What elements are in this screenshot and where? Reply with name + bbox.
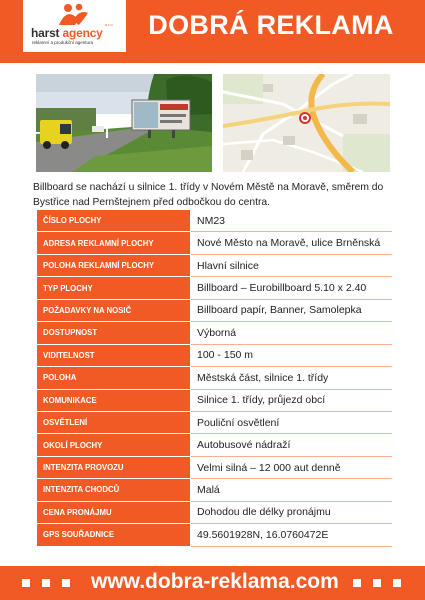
square-bullet-icon <box>22 579 30 587</box>
header-bar <box>0 0 425 63</box>
website-link[interactable]: www.dobra-reklama.com <box>91 570 339 593</box>
square-bullet-icon <box>42 579 50 587</box>
table-row <box>37 367 392 389</box>
row-value: Pouliční osvětlení <box>191 411 392 433</box>
row-value: 49.5601928N, 16.0760472E <box>191 524 392 546</box>
logo-suffix: s.r.o. <box>105 22 114 27</box>
row-label: KOMUNIKACE <box>37 389 191 411</box>
billboard-photo <box>36 74 212 172</box>
table-row <box>37 254 392 276</box>
table-row <box>37 434 392 456</box>
row-value: Výborná <box>191 322 392 344</box>
row-label: TYP PLOCHY <box>37 277 191 299</box>
table-row <box>37 210 392 232</box>
table-row <box>37 344 392 366</box>
location-map <box>223 74 390 172</box>
row-value: Silnice 1. třídy, průjezd obcí <box>191 389 392 411</box>
table-row <box>37 322 392 344</box>
map-pin-icon <box>300 113 310 123</box>
row-label: OSVĚTLENÍ <box>37 411 191 433</box>
page-title: DOBRÁ REKLAMA <box>148 10 394 40</box>
square-bullet-icon <box>353 579 361 587</box>
row-value: Dohodou dle délky pronájmu <box>191 501 392 523</box>
row-label: ADRESA REKLAMNÍ PLOCHY <box>37 232 191 254</box>
table-row <box>37 501 392 523</box>
table-row <box>37 389 392 411</box>
row-label: GPS SOUŘADNICE <box>37 524 191 546</box>
billboard-description: Billboard se nachází u silnice 1. třídy v Novém Městě na Moravě, směrem do Bystřice nad Pernštejnem před odbočkou do centra. <box>33 182 384 208</box>
row-label: INTENZITA CHODCŮ <box>37 479 191 501</box>
logo-tagline: reklamní a produkční agentura <box>32 40 94 45</box>
company-logo[interactable] <box>23 0 126 52</box>
footer-bar <box>0 566 425 600</box>
table-row <box>37 299 392 321</box>
table-row <box>37 411 392 433</box>
row-label: DOSTUPNOST <box>37 322 191 344</box>
row-label: POŽADAVKY NA NOSIČ <box>37 299 191 321</box>
table-row <box>37 232 392 254</box>
row-value: Malá <box>191 479 392 501</box>
row-value: Autobusové nádraží <box>191 434 392 456</box>
square-bullet-icon <box>393 579 401 587</box>
billboard-info-table <box>36 209 392 547</box>
row-label: POLOHA REKLAMNÍ PLOCHY <box>37 254 191 276</box>
row-value: Hlavní silnice <box>191 254 392 276</box>
row-value: Billboard – Eurobillboard 5.10 x 2.40 <box>191 277 392 299</box>
row-label: INTENZITA PROVOZU <box>37 456 191 478</box>
table-row <box>37 456 392 478</box>
logo-brand-accent: agency <box>59 26 103 40</box>
table-row <box>37 277 392 299</box>
square-bullet-icon <box>373 579 381 587</box>
row-label: CENA PRONÁJMU <box>37 501 191 523</box>
table-row <box>37 524 392 546</box>
row-value: 100 - 150 m <box>191 344 392 366</box>
logo-wordmark <box>31 26 103 40</box>
row-value: NM23 <box>191 210 392 232</box>
row-value: Billboard papír, Banner, Samolepka <box>191 299 392 321</box>
row-value: Nové Město na Moravě, ulice Brněnská <box>191 232 392 254</box>
row-label: POLOHA <box>37 367 191 389</box>
row-label: ČÍSLO PLOCHY <box>37 210 191 232</box>
table-row <box>37 479 392 501</box>
row-label: VIDITELNOST <box>37 344 191 366</box>
logo-brand: harst <box>31 26 60 40</box>
square-bullet-icon <box>62 579 70 587</box>
logo-figures-icon <box>57 3 91 27</box>
row-value: Velmi silná – 12 000 aut denně <box>191 456 392 478</box>
row-label: OKOLÍ PLOCHY <box>37 434 191 456</box>
row-value: Městská část, silnice 1. třídy <box>191 367 392 389</box>
